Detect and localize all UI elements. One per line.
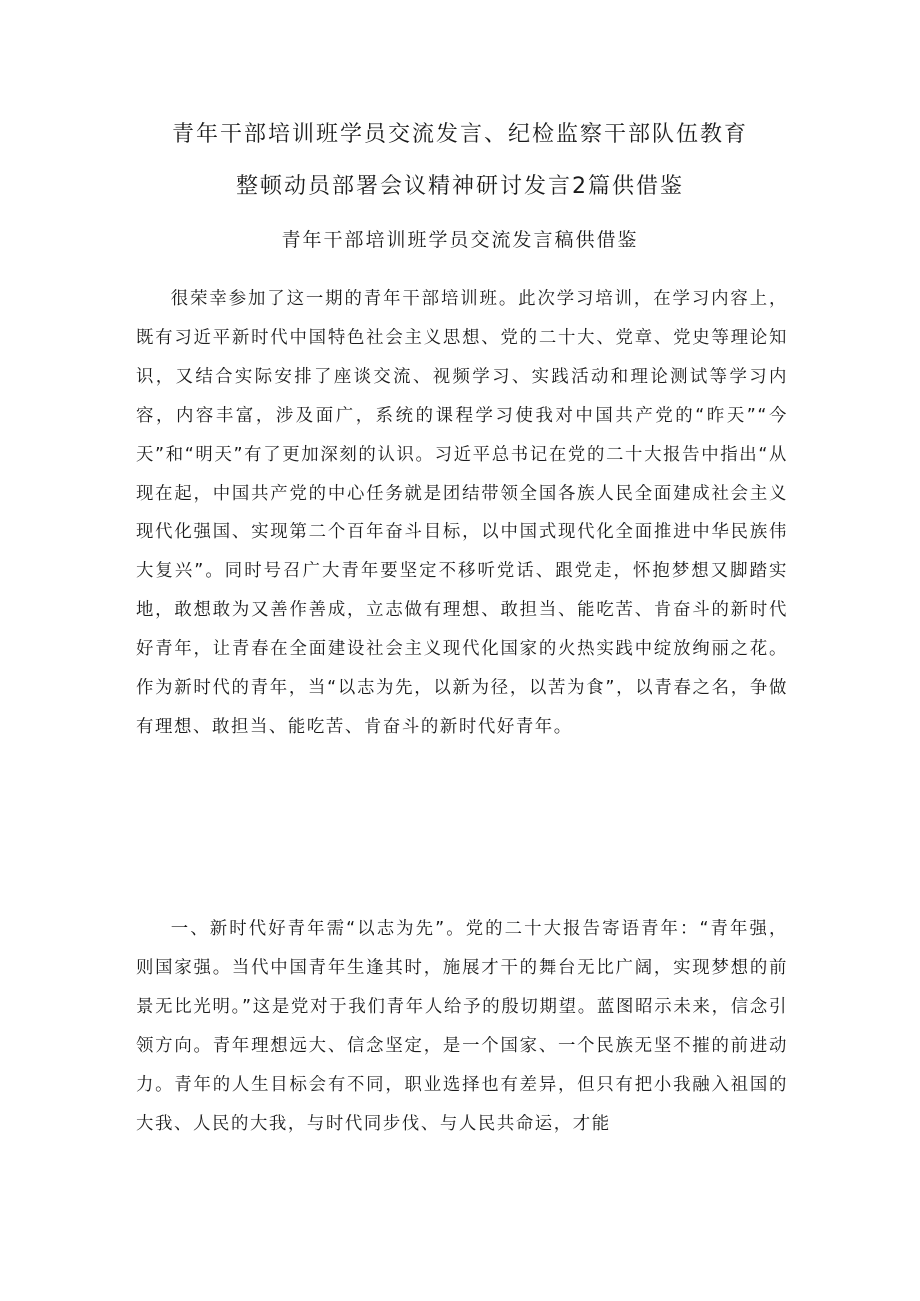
document-title-line-1: 青年干部培训班学员交流发言、纪检监察干部队伍教育 (171, 122, 748, 147)
document-subtitle: 青年干部培训班学员交流发言稿供借鉴 (281, 229, 639, 251)
document-title-line-2: 整顿动员部署会议精神研讨发言2篇供借鉴 (236, 174, 684, 199)
paragraph-section-one: 一、新时代好青年需“以志为先”。党的二十大报告寄语青年：“青年强，则国家强。当代中国青年生逢其时，施展才干的舞台无比广阔，实现梦想的前景无比光明。”这是党对于我们青年人给予的殷切期望。蓝图昭示未来，信念引领方向。青年理想远大、信念坚定，是一个国家、一个民族无坚不摧的前进动力。青年的人生目标会有不同，职业选择也有差异，但只有把小我融入祖国的大我、人民的大我，与时代同步伐、与人民共命运，才能 (136, 919, 788, 1134)
paragraph-intro: 很荣幸参加了这一期的青年干部培训班。此次学习培训，在学习内容上，既有习近平新时代中国特色社会主义思想、党的二十大、党章、党史等理论知识，又结合实际安排了座谈交流、视频学习、实践活动和理论测试等学习内容，内容丰富，涉及面广，系统的课程学习使我对中国共产党的“昨天”“今天”和“明天”有了更加深刻的认识。习近平总书记在党的二十大报告中指出“从现在起，中国共产党的中心任务就是团结带领全国各族人民全面建成社会主义现代化强国、实现第二个百年奋斗目标，以中国式现代化全面推进中华民族伟大复兴”。同时号召广大青年要坚定不移听党话、跟党走，怀抱梦想又脚踏实地，敢想敢为又善作善成，立志做有理想、敢担当、能吃苦、肯奋斗的新时代好青年，让青春在全面建设社会主义现代化国家的火热实践中绽放绚丽之花。作为新时代的青年，当“以志为先，以新为径，以苦为食”，以青春之名，争做有理想、敢担当、能吃苦、肯奋斗的新时代好青年。 (136, 289, 788, 737)
